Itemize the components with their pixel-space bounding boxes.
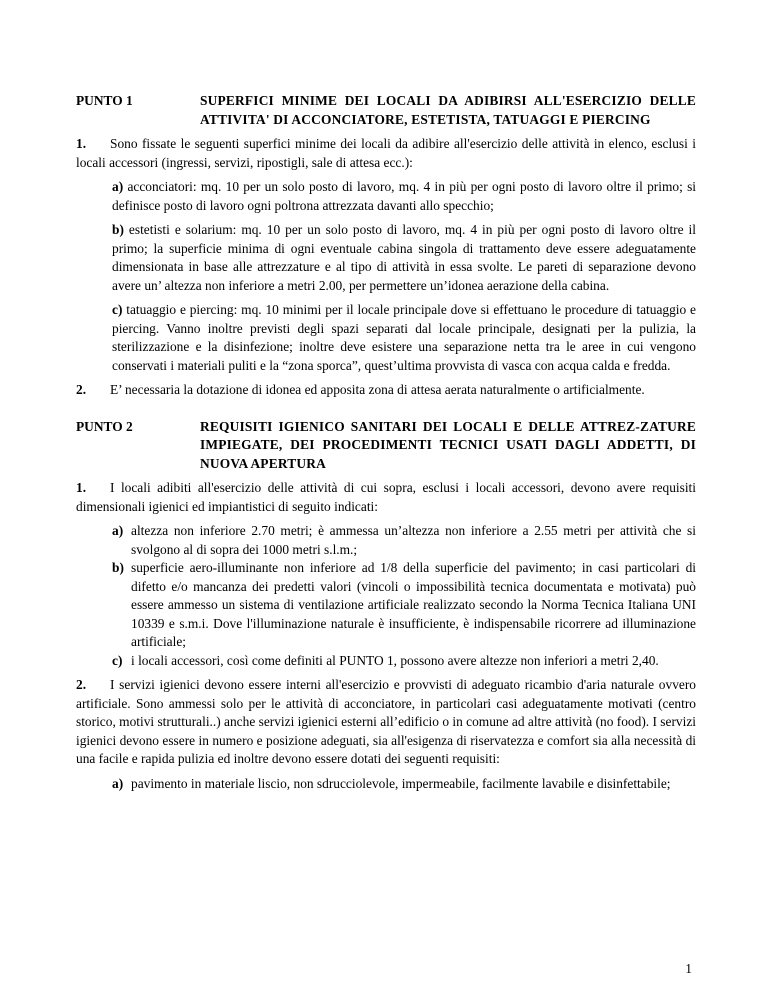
sub-item-text: tatuaggio e piercing: mq. 10 minimi per il locale principale dove si effettuano le procedure di tatuaggio e piercing. Vanno inoltre previsti degli spazi separati dal locale principale, designati per la pulizia, la sterilizzazione e la disinfezione; inoltre deve esistere una separazione netta tra le aree in cui vengono conservati i materiali puliti e la “zona sporca”, quest’ultima provvista di vasca con acqua calda e fredda.: [112, 302, 696, 373]
paragraph-text: I servizi igienici devono essere interni all'esercizio e provvisti di adeguato ricambio d'aria naturale ovvero artificiale. Sono ammessi solo per le attività di acconciatore, in particolari casi adeguatamente motivati (centro storico, motivi strutturali..) anche servizi igienici esterni all’edificio o in comune ad altre attività (no food). I servizi igienici devono essere in numero e posizione adeguati, sia all'esigenza di riservatezza e comfort sia alla necessità di una facile e rapida pulizia ed inoltre devono essere dotati dei seguenti requisiti:: [76, 677, 696, 766]
sub-item-label: b): [112, 222, 124, 237]
requirements-list: [112, 522, 696, 670]
sub-item-c: [112, 301, 696, 375]
paragraph-number: 1.: [76, 136, 87, 151]
list-item-text: i locali accessori, così come definiti al PUNTO 1, possono avere altezze non inferiori a metri 2,40.: [131, 652, 659, 668]
list-item-b: [112, 559, 696, 652]
list-item-label: a): [112, 523, 124, 538]
list-item-a: [112, 522, 696, 559]
paragraph-2: [76, 676, 696, 769]
page-number: 1: [685, 961, 692, 976]
section-title: SUPERFICI MINIME DEI LOCALI DA ADIBIRSI ALL'ESERCIZIO DELLE ATTIVITA' DI ACCONCIATORE, ESTETISTA, TATUAGGI E PIERCING: [200, 93, 696, 127]
paragraph-number: 2.: [76, 677, 87, 692]
paragraph-1: [76, 135, 696, 172]
sub-item-text: acconciatori: mq. 10 per un solo posto di lavoro, mq. 4 in più per ogni posto di lavoro oltre il primo; si definisce posto di lavoro ogni poltrona attrezzata davanti allo specchio;: [112, 179, 697, 213]
list-item-label: b): [112, 560, 124, 575]
sub-item-text: estetisti e solarium: mq. 10 per un solo posto di lavoro, mq. 4 in più per ogni posto di lavoro oltre il primo; la superficie minima di ogni eventuale cabina singola di trattamento deve essere adeguatamente dimensionata in base alle attrezzature e al tipo di attività in essa svolte. Le pareti di separazione devono avere un’ altezza non inferiore a metri 2.00, per permettere un’idonea aerazione della cabina.: [112, 222, 696, 293]
list-item-label: a): [112, 775, 124, 791]
paragraph-text: E’ necessaria la dotazione di idonea ed apposita zona di attesa aerata naturalmente o artificialmente.: [110, 382, 645, 397]
list-item-text: superficie aero-illuminante non inferiore ad 1/8 della superficie del pavimento; in casi particolari di difetto e/o mancanza dei predetti valori (vincoli o impossibilità tecnica documentata e motivata) può essere ammesso un sistema di ventilazione artificiale realizzato secondo la Norma Tecnica Italiana UNI 10339 e s.m.i. Dove l'illuminazione naturale è insufficiente, è indispensabile ricorrere ad illuminazione artificiale;: [131, 560, 696, 649]
paragraph-text: Sono fissate le seguenti superfici minime dei locali da adibire all'esercizio delle attività in elenco, esclusi i locali accessori (ingressi, servizi, ripostigli, sale di attesa ecc.):: [76, 136, 696, 170]
section-heading-punto-1: [76, 92, 696, 129]
list-item-text: pavimento in materiale liscio, non sdrucciolevole, impermeabile, facilmente lavabile e disinfettabile;: [131, 775, 671, 791]
bathroom-requirements-list: [112, 775, 696, 794]
paragraph-text: I locali adibiti all'esercizio delle attività di cui sopra, esclusi i locali accessori, devono avere requisiti dimensionali igienici ed impiantistici di seguito indicati:: [76, 480, 696, 514]
sub-item-b: [112, 221, 696, 295]
sub-item-a: [112, 178, 696, 215]
document-page: [76, 92, 696, 799]
list-item-c: [112, 652, 696, 671]
paragraph-2: [76, 381, 696, 400]
section-label: PUNTO 2: [76, 418, 133, 434]
sub-item-label: c): [112, 302, 123, 317]
list-item-label: c): [112, 652, 123, 668]
list-item-a: [112, 775, 696, 794]
paragraph-number: 2.: [76, 382, 87, 397]
paragraph-number: 1.: [76, 480, 87, 495]
list-item-text: altezza non inferiore 2.70 metri; è ammessa un’altezza non inferiore a 2.55 metri per attività che si svolgono al di sopra dei 1000 metri s.l.m.;: [131, 523, 696, 557]
paragraph-1: [76, 479, 696, 516]
sub-item-label: a): [112, 179, 124, 194]
section-title: REQUISITI IGIENICO SANITARI DEI LOCALI E DELLE ATTREZ-ZATURE IMPIEGATE, DEI PROCEDIMENTI TECNICI USATI DAGLI ADDETTI, DI NUOVA APERTURA: [200, 418, 696, 471]
section-label: PUNTO 1: [76, 93, 133, 108]
section-heading-punto-2: [76, 418, 696, 474]
